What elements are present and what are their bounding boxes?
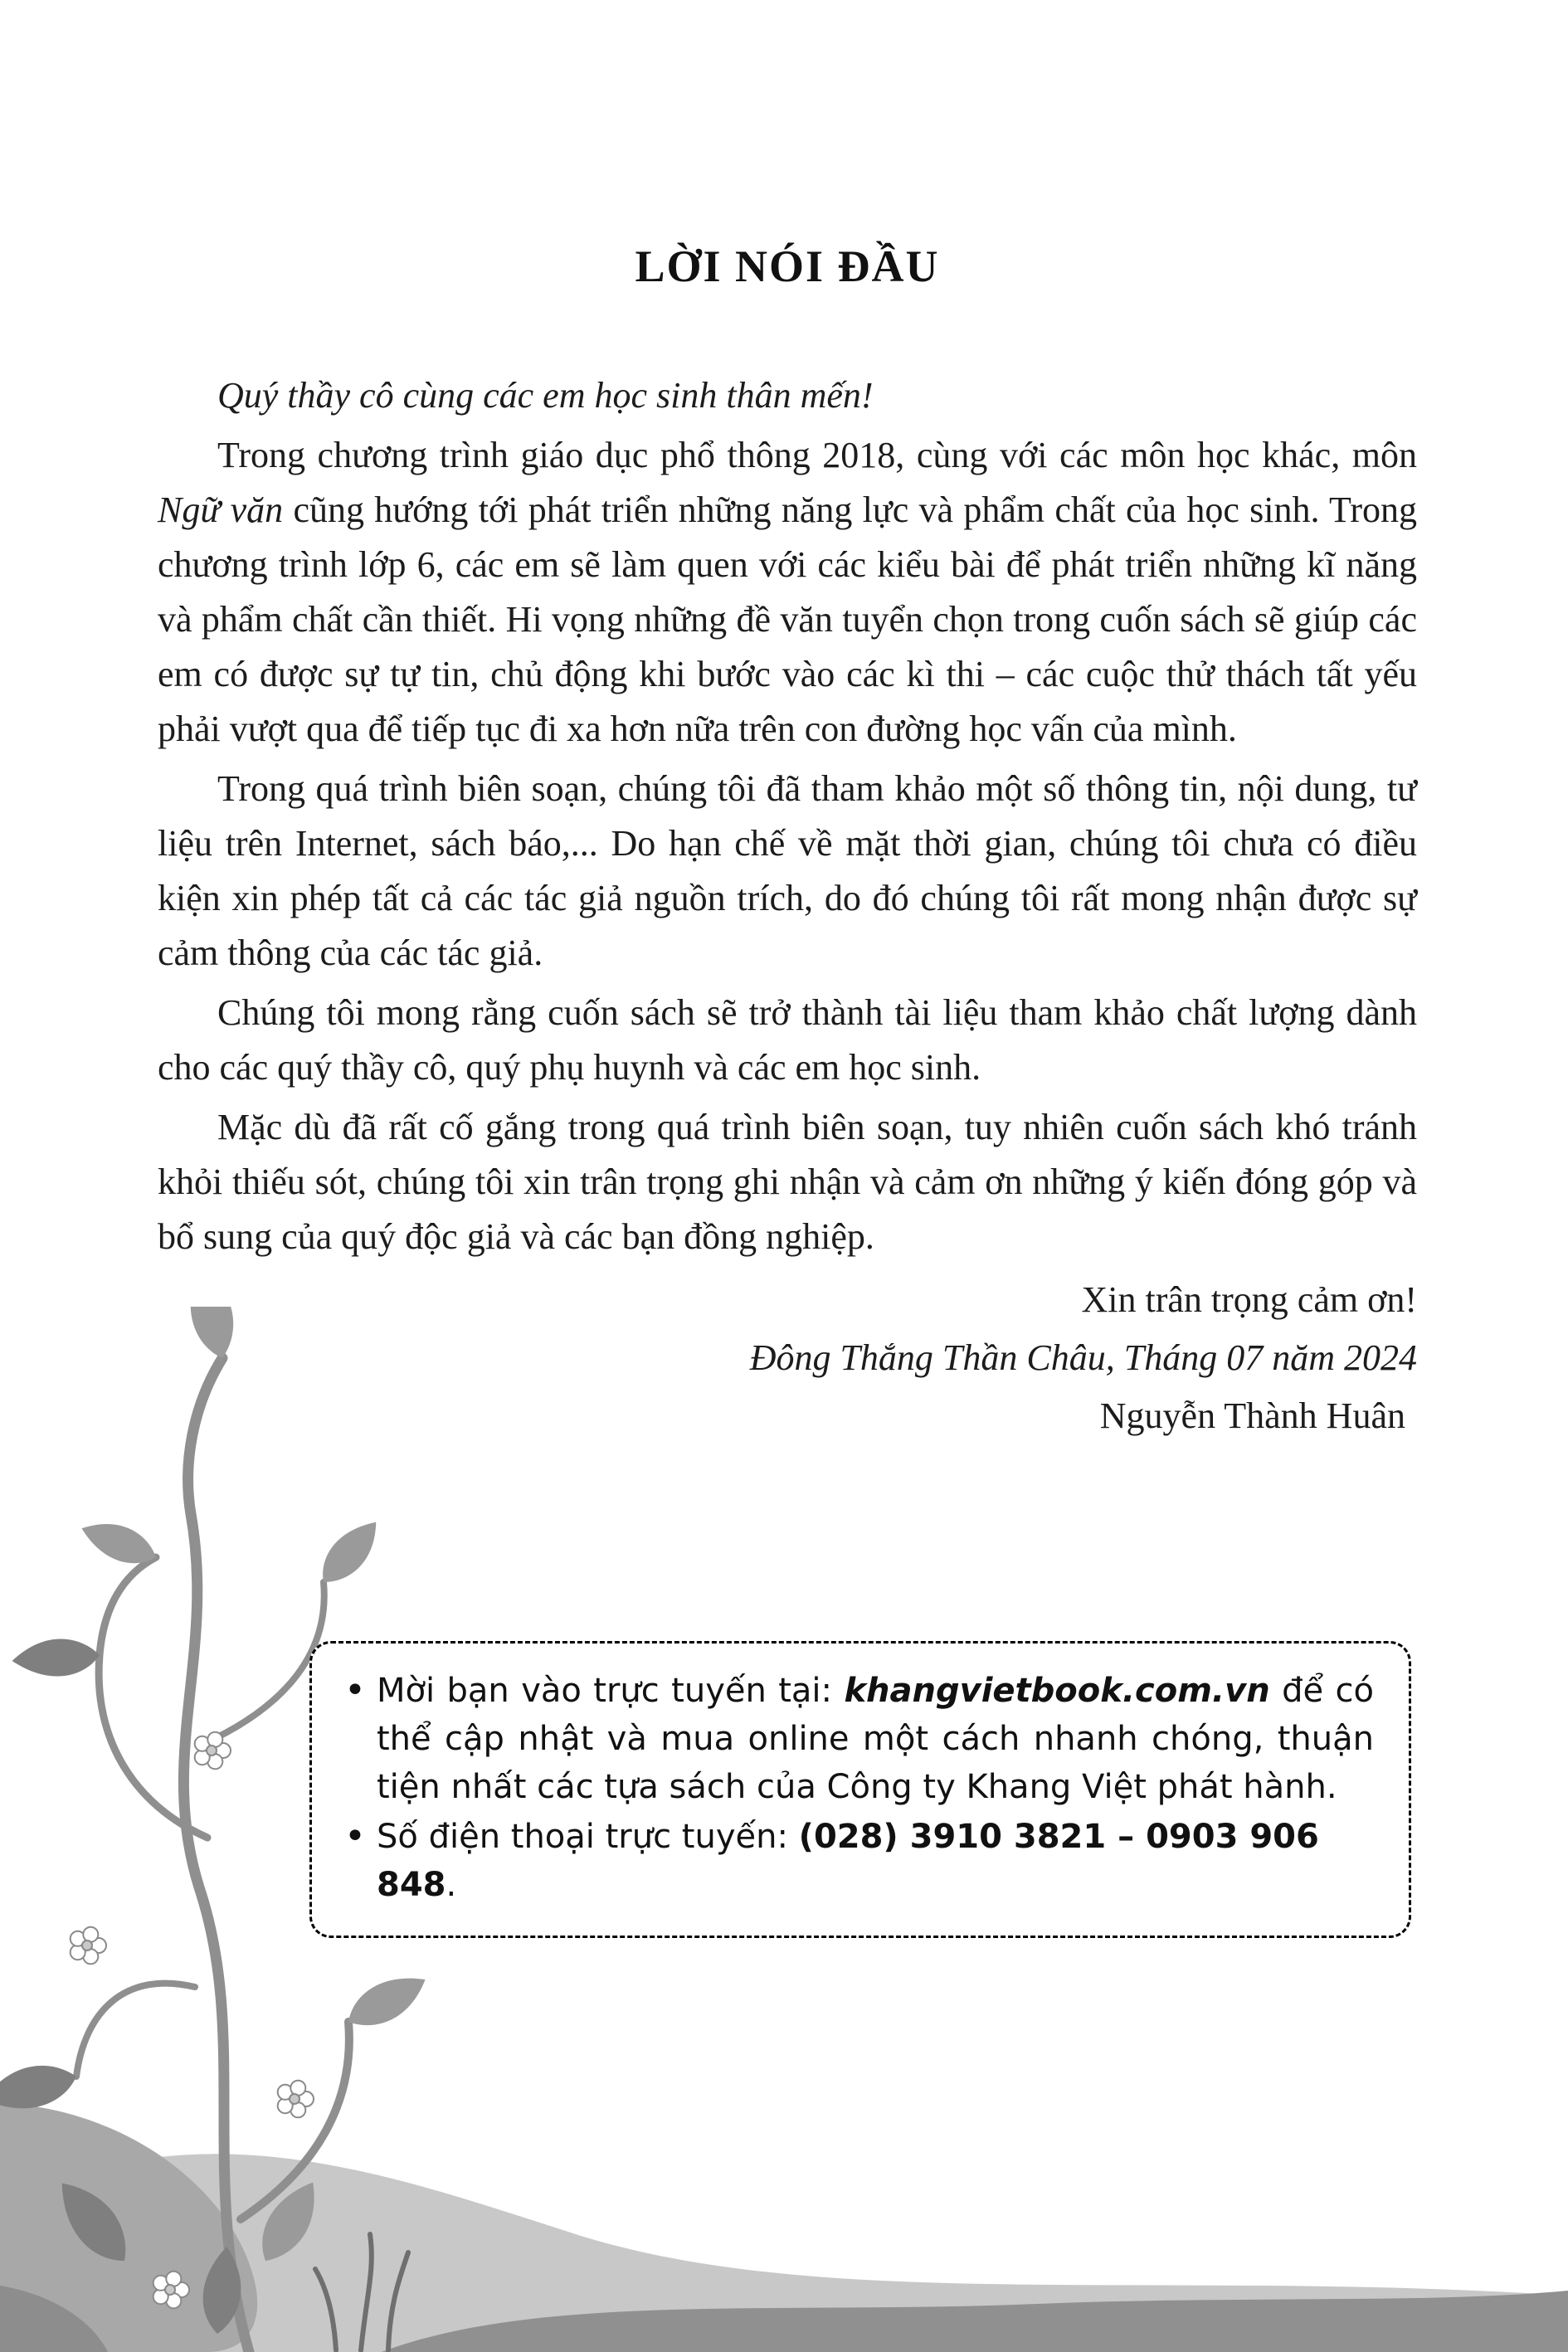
bullet-icon: • xyxy=(344,1669,366,1712)
subject-name-italic: Ngữ văn xyxy=(158,489,284,530)
page-title: LỜI NÓI ĐẦU xyxy=(635,241,940,291)
author-name: Nguyễn Thành Huân xyxy=(1099,1395,1405,1436)
website-line-after: để có thể cập nhật và mua online một cách nhanh chóng, thuận tiện nhất các tựa sách của Công ty Khang Việt phát hành. xyxy=(377,1672,1374,1806)
phone-numbers: (028) 3910 3821 – 0903 906 848 xyxy=(377,1818,1319,1904)
bullet-icon: • xyxy=(344,1815,366,1858)
list-item-website xyxy=(334,1667,1374,1811)
website-text: khangvietbook.com.vn xyxy=(844,1672,1270,1710)
paragraph-3: Chúng tôi mong rằng cuốn sách sẽ trở thành tài liệu tham khảo chất lượng dành cho các quý thầy cô, quý phụ huynh và các em học sinh. xyxy=(158,992,1417,1088)
paragraph-1-text-before: Trong chương trình giáo dục phổ thông 2018, cùng với các môn học khác, môn xyxy=(217,435,1417,475)
list-item-phone xyxy=(334,1813,1374,1909)
paragraph-1 xyxy=(158,428,1417,757)
phone-line-before: Số điện thoại trực tuyến: xyxy=(377,1818,799,1856)
website-line-before: Mời bạn vào trực tuyến tại: xyxy=(377,1672,845,1710)
paragraph-1-text-after: cũng hướng tới phát triển những năng lực và phẩm chất của học sinh. Trong chương trình lớp 6, các em sẽ làm quen với các kiểu bài để phát triển những kĩ năng và phẩm chất cần thiết. Hi vọng những đề văn tuyển chọn trong cuốn sách sẽ giúp các em có được sự tự tin, chủ động khi bước vào các kì thi – các cuộc thử thách tất yếu phải vượt qua để tiếp tục đi xa hơn nữa trên con đường học vấn của mình. xyxy=(158,489,1417,749)
phone-line xyxy=(377,1813,1374,1909)
closing-line: Xin trân trọng cảm ơn! xyxy=(1081,1279,1417,1320)
paragraph-2: Trong quá trình biên soạn, chúng tôi đã tham khảo một số thông tin, nội dung, tư liệu trên Internet, sách báo,... Do hạn chế về mặt thời gian, chúng tôi chưa có điều kiện xin phép tất cả các tác giả nguồn trích, do đó chúng tôi rất mong nhận được sự cảm thông của các tác giả. xyxy=(158,768,1417,973)
date-line: Đông Thắng Thần Châu, Tháng 07 năm 2024 xyxy=(749,1337,1417,1378)
salutation: Quý thầy cô cùng các em học sinh thân mến! xyxy=(217,375,874,416)
paragraph-4: Mặc dù đã rất cố gắng trong quá trình biên soạn, tuy nhiên cuốn sách khó tránh khỏi thiếu sót, chúng tôi xin trân trọng ghi nhận và cảm ơn những ý kiến đóng góp và bổ sung của quý độc giả và các bạn đồng nghiệp. xyxy=(158,1107,1417,1257)
phone-line-after: . xyxy=(446,1866,457,1904)
contact-info-box xyxy=(309,1641,1411,1938)
website-line xyxy=(377,1667,1374,1811)
